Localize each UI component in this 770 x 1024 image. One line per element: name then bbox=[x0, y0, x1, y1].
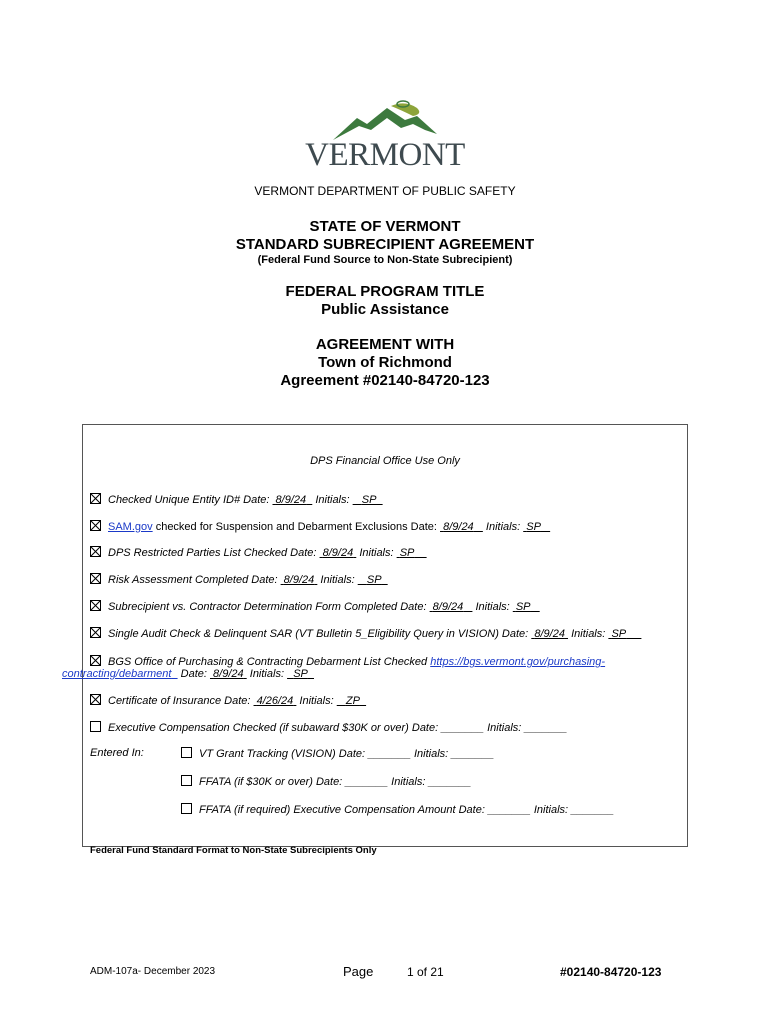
bgs-debarment-link-cont[interactable]: contracting/debarment bbox=[62, 668, 172, 680]
checklist-item: Certificate of Insurance Date: 4/26/24 Initials: ZP bbox=[90, 694, 366, 707]
checkbox-checked[interactable] bbox=[90, 655, 101, 666]
sam-gov-link[interactable]: SAM.gov bbox=[108, 521, 153, 533]
entered-item: FFATA (if $30K or over) Date: _______ Initials: _______ bbox=[181, 775, 471, 788]
checkbox-checked[interactable] bbox=[90, 546, 101, 557]
checklist-item: Executive Compensation Checked (if subaward $30K or over) Date: _______ Initials: _______ bbox=[90, 721, 567, 734]
mountain-logo-icon bbox=[305, 100, 465, 140]
vermont-logo bbox=[305, 100, 465, 172]
title-agreement-type: STANDARD SUBRECIPIENT AGREEMENT bbox=[235, 236, 535, 253]
checklist-item: Risk Assessment Completed Date: 8/9/24 Initials: SP bbox=[90, 573, 388, 586]
checkbox-unchecked[interactable] bbox=[181, 803, 192, 814]
program-heading: FEDERAL PROGRAM TITLE bbox=[285, 283, 485, 300]
checkbox-checked[interactable] bbox=[90, 520, 101, 531]
department-name: VERMONT DEPARTMENT OF PUBLIC SAFETY bbox=[254, 184, 516, 198]
party-name: Town of Richmond bbox=[318, 354, 452, 371]
checklist-item: Checked Unique Entity ID# Date: 8/9/24 Initials: SP bbox=[90, 493, 383, 506]
agreement-with: AGREEMENT WITH bbox=[315, 336, 455, 353]
checkbox-checked[interactable] bbox=[90, 493, 101, 504]
checkbox-checked[interactable] bbox=[90, 600, 101, 611]
checkbox-unchecked[interactable] bbox=[181, 747, 192, 758]
checkbox-checked[interactable] bbox=[90, 694, 101, 705]
entered-item: VT Grant Tracking (VISION) Date: _______ Initials: _______ bbox=[181, 747, 494, 760]
logo-wordmark: VERMONT bbox=[305, 137, 465, 173]
page-label: Page bbox=[343, 964, 374, 979]
checklist-item: BGS Office of Purchasing & Contracting Debarment List Checked https://bgs.vermont.gov/purchasing- bbox=[90, 655, 605, 668]
checkbox-unchecked[interactable] bbox=[181, 775, 192, 786]
checkbox-checked[interactable] bbox=[90, 627, 101, 638]
bgs-debarment-link[interactable]: https://bgs.vermont.gov/purchasing- bbox=[430, 656, 606, 668]
program-name: Public Assistance bbox=[321, 301, 449, 318]
checkbox-checked[interactable] bbox=[90, 573, 101, 584]
checkbox-unchecked[interactable] bbox=[90, 721, 101, 732]
checklist-item-continued: contracting/debarment Date: 8/9/24 Initials: SP bbox=[62, 668, 308, 680]
footer-agreement-number: #02140-84720-123 bbox=[560, 965, 662, 979]
office-box-title: DPS Financial Office Use Only bbox=[310, 455, 460, 467]
form-id: ADM-107a- December 2023 bbox=[90, 966, 216, 977]
entered-item: FFATA (if required) Executive Compensation Amount Date: _______ Initials: _______ bbox=[181, 803, 614, 816]
checklist-item: SAM.gov checked for Suspension and Debarment Exclusions Date: 8/9/24 Initials: SP bbox=[90, 520, 550, 533]
page-count: 1 of 21 bbox=[407, 965, 444, 979]
agreement-number: Agreement #02140-84720-123 bbox=[280, 372, 490, 389]
checklist-item: Subrecipient vs. Contractor Determination Form Completed Date: 8/9/24 Initials: SP bbox=[90, 600, 540, 613]
checklist-item: Single Audit Check & Delinquent SAR (VT Bulletin 5_Eligibility Query in VISION) Date: 8/9/24 Initials: SP bbox=[90, 627, 641, 640]
subtitle: (Federal Fund Source to Non-State Subrecipient) bbox=[257, 254, 513, 266]
footer-note: Federal Fund Standard Format to Non-State Subrecipients Only bbox=[90, 845, 377, 856]
checklist-item: DPS Restricted Parties List Checked Date: 8/9/24 Initials: SP bbox=[90, 546, 427, 559]
entered-in-label: Entered In: bbox=[90, 747, 144, 759]
title-state: STATE OF VERMONT bbox=[309, 218, 461, 235]
